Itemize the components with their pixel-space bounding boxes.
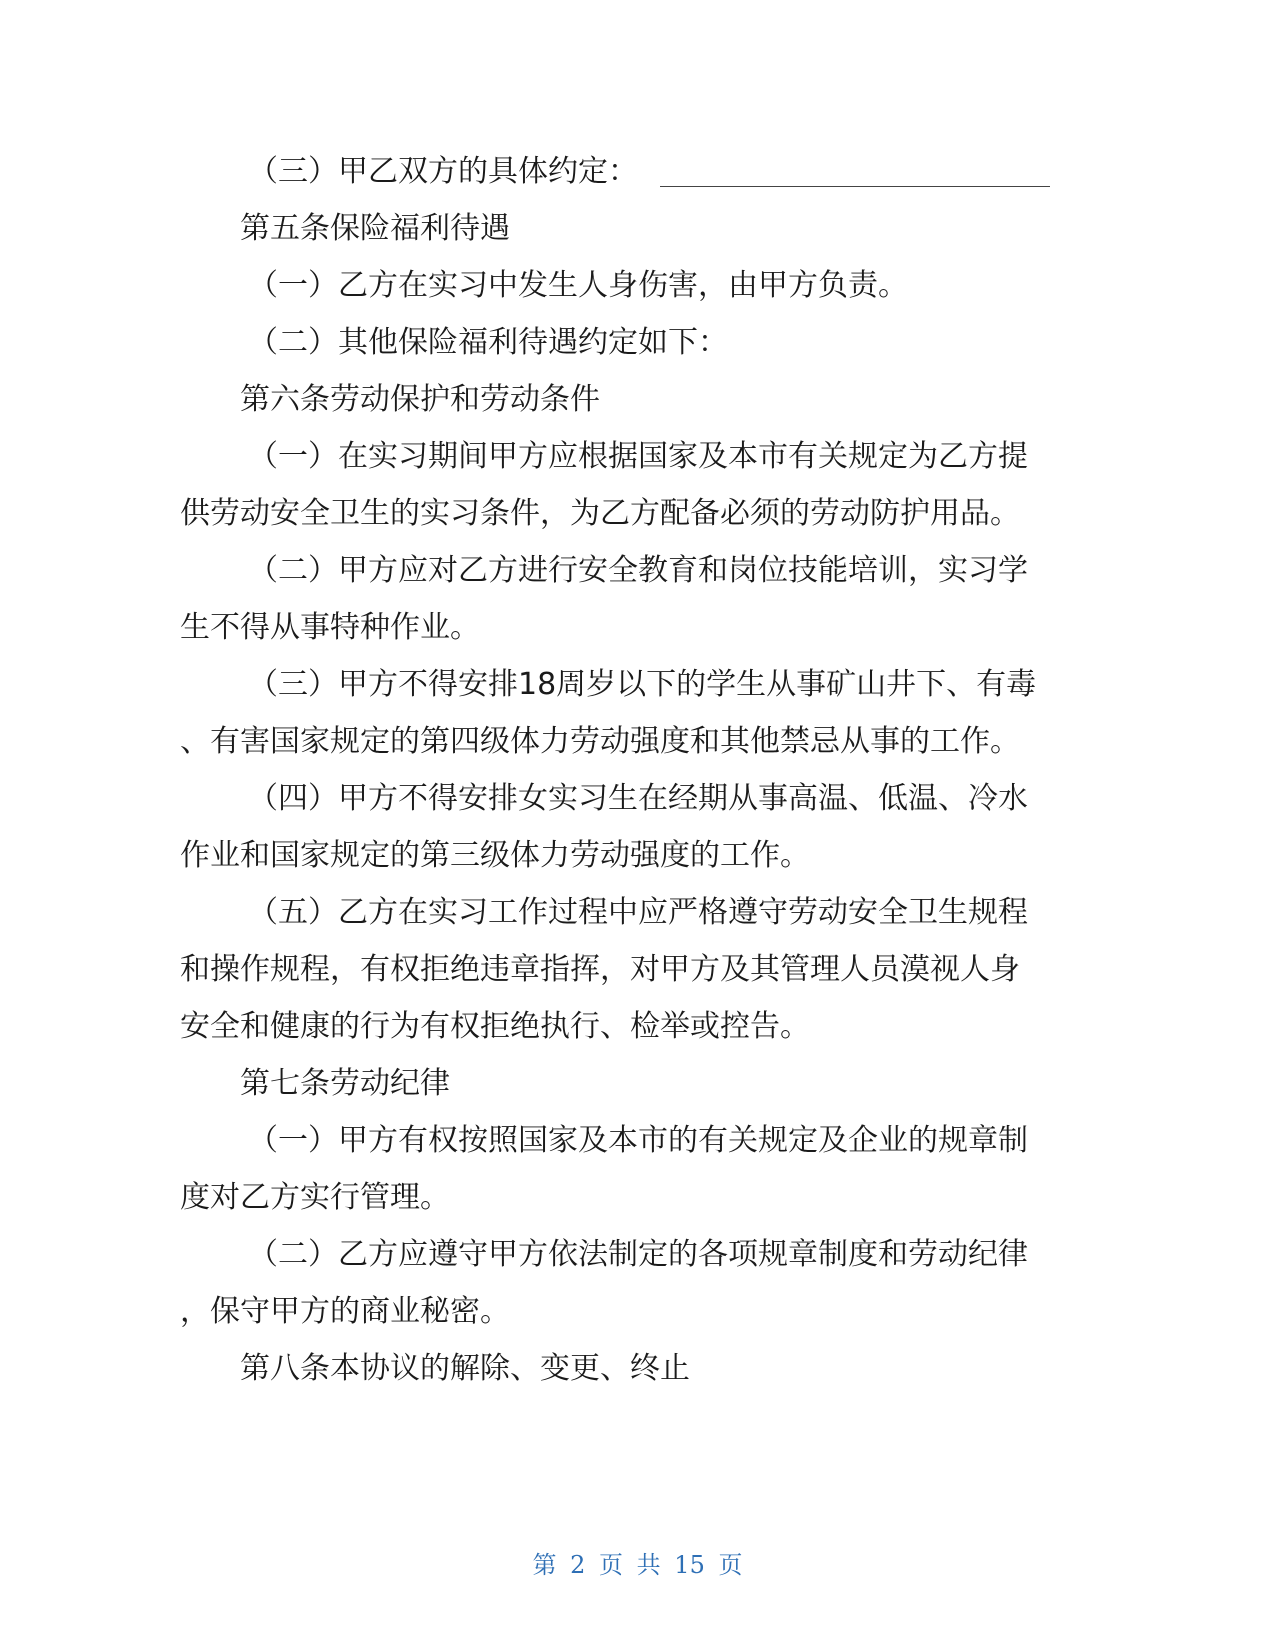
clause-6-5-line-1: （五）乙方在实习工作过程中应严格遵守劳动安全卫生规程	[248, 895, 1028, 930]
article-5-heading: 第五条保险福利待遇	[240, 211, 510, 246]
clause-6-5-line-3: 安全和健康的行为有权拒绝执行、检举或控告。	[180, 1009, 810, 1044]
clause-5-2: （二）其他保险福利待遇约定如下：	[248, 325, 728, 360]
clause-6-4-line-1: （四）甲方不得安排女实习生在经期从事高温、低温、冷水	[248, 781, 1028, 816]
clause-6-4-line-2: 作业和国家规定的第三级体力劳动强度的工作。	[180, 838, 810, 873]
clause-6-3-line-2: 、有害国家规定的第四级体力劳动强度和其他禁忌从事的工作。	[180, 724, 1020, 759]
clause-4-3: （三）甲乙双方的具体约定：	[248, 154, 638, 189]
article-8-heading: 第八条本协议的解除、变更、终止	[240, 1351, 690, 1386]
clause-6-3-line-1: （三）甲方不得安排18周岁以下的学生从事矿山井下、有毒	[248, 667, 1037, 702]
clause-6-1-line-2: 供劳动安全卫生的实习条件，为乙方配备必须的劳动防护用品。	[180, 496, 1020, 531]
clause-6-1-line-1: （一）在实习期间甲方应根据国家及本市有关规定为乙方提	[248, 439, 1028, 474]
article-6-heading: 第六条劳动保护和劳动条件	[240, 382, 600, 417]
clause-7-2-line-1: （二）乙方应遵守甲方依法制定的各项规章制度和劳动纪律	[248, 1237, 1028, 1272]
clause-6-5-line-2: 和操作规程，有权拒绝违章指挥，对甲方及其管理人员漠视人身	[180, 952, 1020, 987]
clause-7-1-line-1: （一）甲方有权按照国家及本市的有关规定及企业的规章制	[248, 1123, 1028, 1158]
clause-7-2-line-2: ，保守甲方的商业秘密。	[180, 1294, 510, 1329]
page-number-footer: 第 2 页 共 15 页	[532, 1551, 743, 1579]
clause-5-1: （一）乙方在实习中发生人身伤害，由甲方负责。	[248, 268, 908, 303]
clause-6-2-line-2: 生不得从事特种作业。	[180, 610, 480, 645]
clause-6-2-line-1: （二）甲方应对乙方进行安全教育和岗位技能培训，实习学	[248, 553, 1028, 588]
clause-7-1-line-2: 度对乙方实行管理。	[180, 1180, 450, 1215]
fill-in-blank-line	[660, 186, 1050, 187]
article-7-heading: 第七条劳动纪律	[240, 1066, 450, 1101]
